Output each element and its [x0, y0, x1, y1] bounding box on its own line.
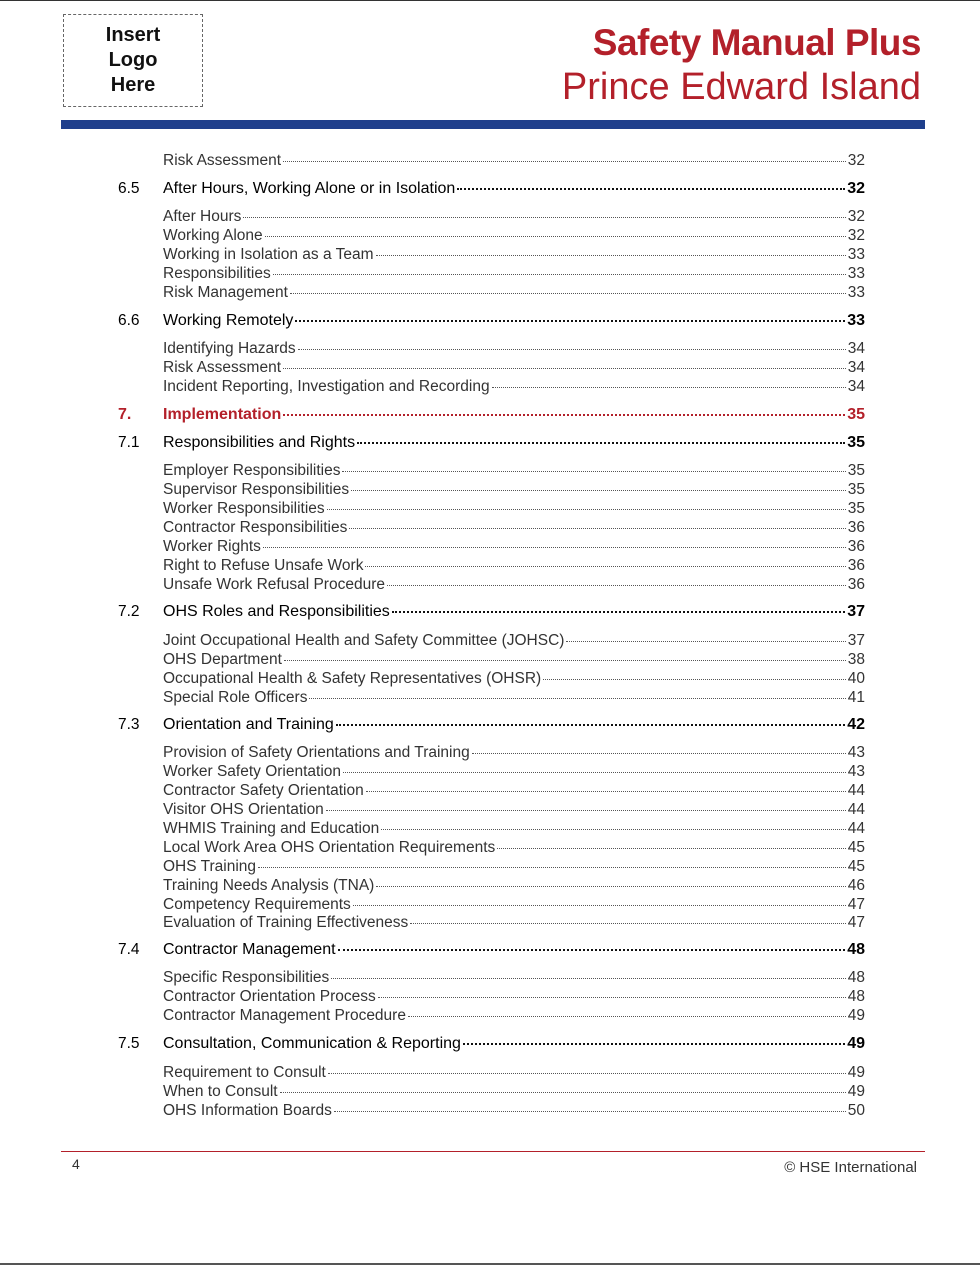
toc-dot-leader [273, 273, 846, 275]
toc-section-entry[interactable] [118, 180, 865, 199]
toc-entry[interactable] [118, 801, 865, 820]
toc-entry-page: 33 [847, 265, 865, 282]
toc-entry[interactable] [118, 914, 865, 933]
toc-entry-page: 47 [847, 914, 865, 931]
toc-entry-title: Incident Reporting, Investigation and Recording [163, 378, 490, 395]
toc-dot-leader [376, 254, 846, 256]
toc-dot-leader [243, 216, 845, 218]
toc-entry-title: Contractor Orientation Process [163, 988, 376, 1005]
toc-entry-title: Visitor OHS Orientation [163, 801, 324, 818]
toc-dot-leader [283, 160, 846, 162]
toc-dot-leader [408, 1015, 846, 1017]
toc-section-entry[interactable] [118, 1035, 865, 1054]
toc-entry-title: Working Alone [163, 227, 263, 244]
toc-entry-title: Supervisor Responsibilities [163, 481, 350, 498]
toc-dot-leader [463, 1042, 845, 1045]
toc-dot-leader [284, 659, 846, 661]
toc-dot-leader [280, 1091, 846, 1093]
toc-entry-title: OHS Department [163, 651, 282, 668]
toc-entry-page: 49 [847, 1064, 865, 1081]
toc-entry-page: 50 [847, 1102, 865, 1119]
toc-entry-title: Working in Isolation as a Team [163, 246, 374, 263]
toc-entry-title: Responsibilities [163, 265, 271, 282]
toc-entry-page: 45 [847, 839, 865, 856]
toc-entry[interactable] [118, 340, 865, 359]
toc-entry-title: Identifying Hazards [163, 340, 296, 357]
toc-entry-title: Training Needs Analysis (TNA) [163, 877, 375, 894]
toc-entry-title: Worker Rights [163, 538, 261, 555]
toc-entry-page: 33 [847, 284, 865, 301]
toc-entry-title: Employer Responsibilities [163, 462, 341, 479]
toc-entry-title: When to Consult [163, 1083, 278, 1100]
toc-entry-title: Joint Occupational Health and Safety Committee (JOHSC) [163, 632, 565, 649]
toc-entry-page: 34 [847, 359, 865, 376]
toc-dot-leader [410, 922, 845, 924]
toc-entry[interactable] [118, 538, 865, 557]
toc-dot-leader [334, 1110, 846, 1112]
toc-dot-leader [263, 546, 846, 548]
toc-entry-page: 44 [847, 820, 865, 837]
toc-entry[interactable] [118, 265, 865, 284]
toc-dot-leader [298, 348, 846, 350]
toc-entry-page: 48 [847, 969, 865, 986]
toc-entry[interactable] [118, 877, 865, 896]
toc-entry-title: Evaluation of Training Effectiveness [163, 914, 409, 931]
toc-entry[interactable] [118, 284, 865, 303]
toc-dot-leader [365, 565, 845, 567]
toc-entry-title: Working Remotely [163, 312, 294, 329]
footer-copyright: © HSE International [784, 1159, 917, 1176]
toc-entry[interactable] [118, 689, 865, 708]
toc-entry-page: 49 [847, 1083, 865, 1100]
toc-entry-page: 48 [847, 941, 865, 958]
toc-dot-leader [497, 847, 845, 849]
toc-dot-leader [327, 508, 846, 510]
toc-entry-number: 7. [118, 406, 132, 423]
toc-dot-leader [366, 790, 846, 792]
toc-entry-page: 32 [847, 152, 865, 169]
toc-dot-leader [566, 640, 845, 642]
toc-entry-title: Contractor Responsibilities [163, 519, 348, 536]
toc-entry[interactable] [118, 1083, 865, 1102]
toc-entry[interactable] [118, 839, 865, 858]
logo-placeholder-text: Insert Logo Here [105, 24, 161, 96]
toc-entry-page: 37 [847, 603, 865, 620]
toc-entry-page: 48 [847, 988, 865, 1005]
toc-entry[interactable] [118, 462, 865, 481]
toc-section-entry[interactable] [118, 434, 865, 453]
toc-entry[interactable] [118, 208, 865, 227]
toc-dot-leader [290, 292, 846, 294]
toc-entry-page: 34 [847, 340, 865, 357]
toc-entry-page: 37 [847, 632, 865, 649]
toc-dot-leader [265, 235, 846, 237]
toc-entry-title: Orientation and Training [163, 716, 334, 733]
toc-entry-title: Special Role Officers [163, 689, 308, 706]
toc-dot-leader [387, 584, 846, 586]
toc-chapter-entry[interactable] [118, 406, 865, 425]
toc-entry-title: Risk Management [163, 284, 288, 301]
toc-entry-page: 41 [847, 689, 865, 706]
toc-dot-leader [457, 187, 845, 190]
toc-entry[interactable] [118, 651, 865, 670]
toc-entry[interactable] [118, 359, 865, 378]
toc-entry[interactable] [118, 632, 865, 651]
toc-section-entry[interactable] [118, 603, 865, 622]
toc-entry[interactable] [118, 500, 865, 519]
document-title: Safety Manual Plus [592, 22, 921, 63]
toc-entry-number: 7.4 [118, 941, 140, 958]
toc-dot-leader [351, 489, 846, 491]
toc-dot-leader [378, 996, 846, 998]
toc-entry-page: 43 [847, 744, 865, 761]
toc-dot-leader [295, 319, 845, 322]
toc-entry[interactable] [118, 969, 865, 988]
toc-entry-title: After Hours [163, 208, 242, 225]
toc-entry[interactable] [118, 763, 865, 782]
toc-entry[interactable] [118, 246, 865, 265]
toc-entry-page: 49 [847, 1007, 865, 1024]
toc-dot-leader [342, 470, 845, 472]
toc-entry[interactable] [118, 519, 865, 538]
toc-entry[interactable] [118, 988, 865, 1007]
toc-entry[interactable] [118, 670, 865, 689]
toc-entry-page: 40 [847, 670, 865, 687]
toc-dot-leader [328, 1072, 846, 1074]
toc-dot-leader [338, 948, 846, 951]
document-subtitle: Prince Edward Island [561, 66, 921, 108]
toc-entry-title: Consultation, Communication & Reporting [163, 1035, 461, 1052]
toc-entry-title: Unsafe Work Refusal Procedure [163, 576, 385, 593]
toc-entry[interactable] [118, 820, 865, 839]
toc-entry-title: Occupational Health & Safety Representatives (OHSR) [163, 670, 542, 687]
toc-entry-page: 47 [847, 896, 865, 913]
toc-entry-page: 42 [847, 716, 865, 733]
toc-entry-page: 33 [847, 246, 865, 263]
toc-entry-title: Provision of Safety Orientations and Training [163, 744, 470, 761]
toc-entry-title: WHMIS Training and Education [163, 820, 380, 837]
toc-entry-number: 7.3 [118, 716, 140, 733]
toc-dot-leader [357, 441, 845, 444]
toc-entry-page: 32 [847, 208, 865, 225]
toc-entry-title: After Hours, Working Alone or in Isolation [163, 180, 456, 197]
toc-entry-page: 34 [847, 378, 865, 395]
toc-entry-page: 32 [847, 227, 865, 244]
toc-entry[interactable] [118, 227, 865, 246]
toc-entry[interactable] [118, 1007, 865, 1026]
toc-dot-leader [283, 367, 846, 369]
toc-entry-page: 38 [847, 651, 865, 668]
toc-entry-page: 44 [847, 801, 865, 818]
toc-entry-page: 44 [847, 782, 865, 799]
toc-entry-page: 45 [847, 858, 865, 875]
toc-entry-title: OHS Training [163, 858, 257, 875]
toc-section-entry[interactable] [118, 941, 865, 960]
toc-entry-page: 46 [847, 877, 865, 894]
toc-entry-title: Risk Assessment [163, 152, 282, 169]
toc-entry-title: Worker Responsibilities [163, 500, 325, 517]
toc-dot-leader [381, 828, 846, 830]
toc-dot-leader [349, 527, 845, 529]
toc-entry[interactable] [118, 858, 865, 877]
toc-entry[interactable] [118, 557, 865, 576]
toc-section-entry[interactable] [118, 312, 865, 331]
footer-page-number: 4 [72, 1156, 80, 1172]
toc-entry-page: 35 [847, 481, 865, 498]
toc-entry-page: 36 [847, 557, 865, 574]
toc-dot-leader [492, 386, 846, 388]
toc-dot-leader [472, 752, 846, 754]
toc-entry-title: Risk Assessment [163, 359, 282, 376]
toc-dot-leader [309, 697, 845, 699]
toc-entry-title: Responsibilities and Rights [163, 434, 356, 451]
toc-entry-title: Contractor Management Procedure [163, 1007, 406, 1024]
toc-entry-page: 33 [847, 312, 865, 329]
toc-dot-leader [543, 678, 846, 680]
toc-dot-leader [326, 809, 846, 811]
toc-entry-title: Implementation [163, 406, 282, 423]
toc-entry-title: Contractor Safety Orientation [163, 782, 364, 799]
footer-divider [61, 1151, 925, 1152]
toc-entry-page: 43 [847, 763, 865, 780]
toc-entry[interactable] [118, 782, 865, 801]
toc-entry-title: Requirement to Consult [163, 1064, 326, 1081]
toc-dot-leader [283, 413, 845, 416]
toc-entry-page: 35 [847, 462, 865, 479]
toc-entry-title: Contractor Management [163, 941, 336, 958]
toc-dot-leader [376, 885, 845, 887]
toc-entry-number: 7.1 [118, 434, 140, 451]
toc-entry-title: Specific Responsibilities [163, 969, 330, 986]
toc-entry-number: 7.2 [118, 603, 140, 620]
toc-entry[interactable] [118, 378, 865, 397]
toc-entry-number: 7.5 [118, 1035, 140, 1052]
toc-entry-title: Local Work Area OHS Orientation Requirements [163, 839, 496, 856]
toc-entry-page: 35 [847, 406, 865, 423]
toc-dot-leader [343, 771, 846, 773]
toc-entry-page: 35 [847, 500, 865, 517]
toc-dot-leader [331, 977, 845, 979]
toc-entry[interactable] [118, 1102, 865, 1121]
toc-entry[interactable] [118, 1064, 865, 1083]
toc-entry-page: 36 [847, 519, 865, 536]
toc-dot-leader [258, 866, 846, 868]
toc-dot-leader [392, 610, 845, 613]
toc-dot-leader [336, 723, 845, 726]
toc-entry[interactable] [118, 481, 865, 500]
toc-entry-page: 49 [847, 1035, 865, 1052]
toc-entry[interactable] [118, 576, 865, 595]
toc-entry-title: Right to Refuse Unsafe Work [163, 557, 364, 574]
toc-entry-title: Worker Safety Orientation [163, 763, 342, 780]
toc-entry[interactable] [118, 744, 865, 763]
toc-entry-title: OHS Roles and Responsibilities [163, 603, 390, 620]
toc-section-entry[interactable] [118, 716, 865, 735]
toc-entry-page: 36 [847, 538, 865, 555]
toc-entry-title: OHS Information Boards [163, 1102, 332, 1119]
toc-entry-number: 6.5 [118, 180, 140, 197]
toc-dot-leader [353, 904, 846, 906]
toc-entry-page: 32 [847, 180, 865, 197]
toc-entry[interactable] [118, 896, 865, 915]
toc-entry-page: 36 [847, 576, 865, 593]
toc-entry-title: Competency Requirements [163, 896, 351, 913]
toc-entry-page: 35 [847, 434, 865, 451]
toc-entry-number: 6.6 [118, 312, 140, 329]
toc-entry[interactable] [118, 152, 865, 171]
